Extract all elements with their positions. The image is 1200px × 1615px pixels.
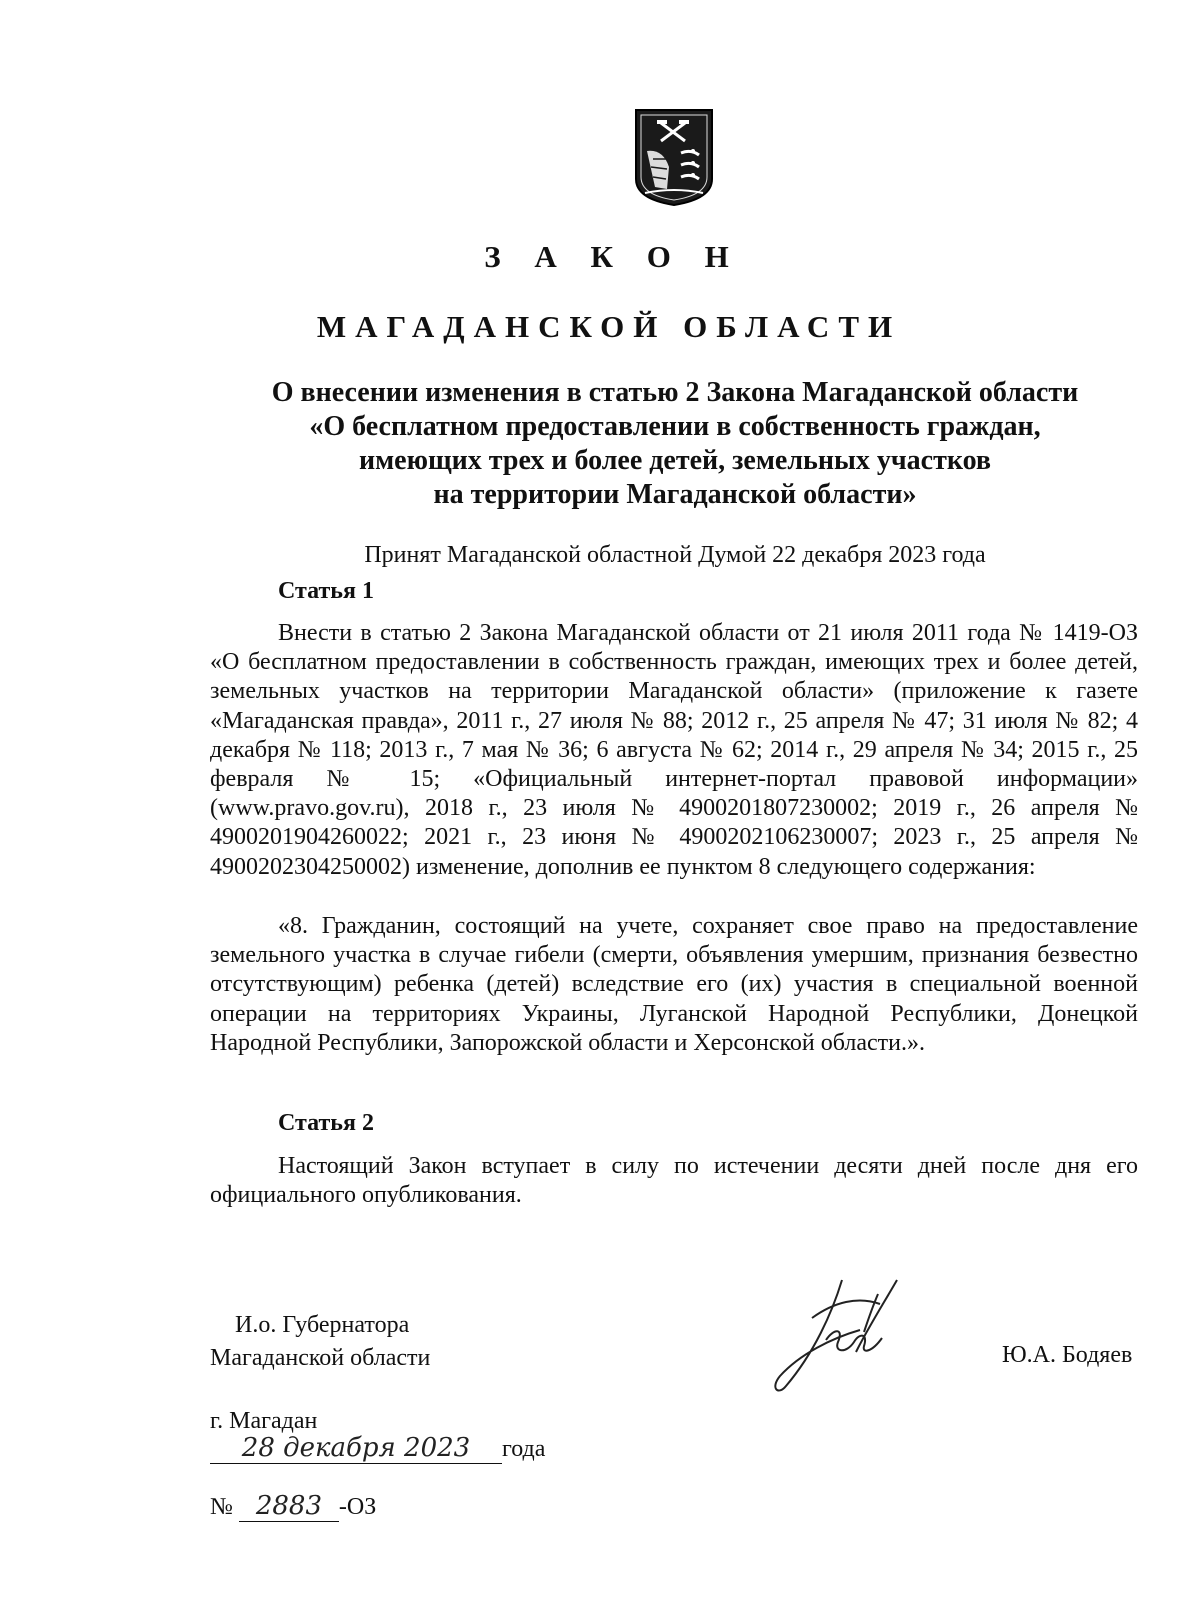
article-1-paragraph-1: Внести в статью 2 Закона Магаданской области от 21 июля 2011 года № 1419-ОЗ «О бесплатном предоставлении в собственность граждан, имеющих трех и более детей, земельных участков на территории Магаданской области» (приложение к газете «Магаданская правда», 2011 г., 27 июля № 88; 2012 г., 25 апреля № 47; 31 июля № 82; 4 декабря № 118; 2013 г., 7 мая № 36; 6 августа № 62; 2014 г., 29 апреля № 34; 2015 г., 25 февраля № 15; «Официальный интернет-портал правовой информации» (www.pravo.gov.ru), 2018 г., 23 июля № 4900201807230002; 2019 г., 26 апреля № 4900201904260022; 2021 г., 23 июня № 4900202106230007; 2023 г., 25 апреля № 4900202304250002) изменение, дополнив ее пунктом 8 следующего содержания: xyxy=(210,620,1138,880)
signatory-name: Ю.А. Бодяев xyxy=(1002,1342,1133,1368)
signatory-title-line: Магаданской области xyxy=(210,1345,431,1371)
coat-of-arms-icon xyxy=(633,107,715,207)
document-type-heading: З А К О Н xyxy=(484,239,742,274)
handwritten-date: 28 декабря 2023 xyxy=(210,1433,502,1464)
article-2-paragraph: Настоящий Закон вступает в силу по истечении десяти дней после дня его официального опубликования. xyxy=(210,1153,1138,1209)
signing-date-line xyxy=(210,1433,545,1464)
law-title-line: О внесении изменения в статью 2 Закона Магаданской области xyxy=(271,377,1079,408)
handwritten-signature xyxy=(772,1268,907,1403)
number-suffix: -ОЗ xyxy=(338,1494,377,1520)
date-suffix: года xyxy=(502,1436,546,1462)
law-title-line: «О бесплатном предоставлении в собственность граждан, xyxy=(309,411,1041,442)
adoption-note: Принят Магаданской областной Думой 22 декабря 2023 года xyxy=(364,542,986,568)
article-1-heading: Статья 1 xyxy=(278,578,374,604)
article-2-heading: Статья 2 xyxy=(278,1110,374,1136)
law-title xyxy=(210,376,1140,512)
signing-city: г. Магадан xyxy=(210,1408,318,1434)
signatory-title xyxy=(210,1309,430,1375)
law-title-line: имеющих трех и более детей, земельных участков xyxy=(358,445,992,476)
signatory-title-line: И.о. Губернатора xyxy=(235,1312,410,1338)
handwritten-law-number: 2883 xyxy=(239,1491,339,1522)
region-heading: МАГАДАНСКОЙ ОБЛАСТИ xyxy=(316,309,902,344)
article-1-paragraph-2: «8. Гражданин, состоящий на учете, сохраняет свое право на предоставление земельного участка в случае гибели (смерти, объявления умершим, признания безвестно отсутствующим) ребенка (детей) вследствие его (их) участия в специальной военной операции на территориях Украины, Луганской Народной Республики, Донецкой Народной Республики, Запорожской области и Херсонской области.». xyxy=(210,913,1138,1056)
number-prefix: № xyxy=(210,1494,233,1520)
law-title-line: на территории Магаданской области» xyxy=(433,479,917,510)
law-number-line xyxy=(210,1491,376,1522)
